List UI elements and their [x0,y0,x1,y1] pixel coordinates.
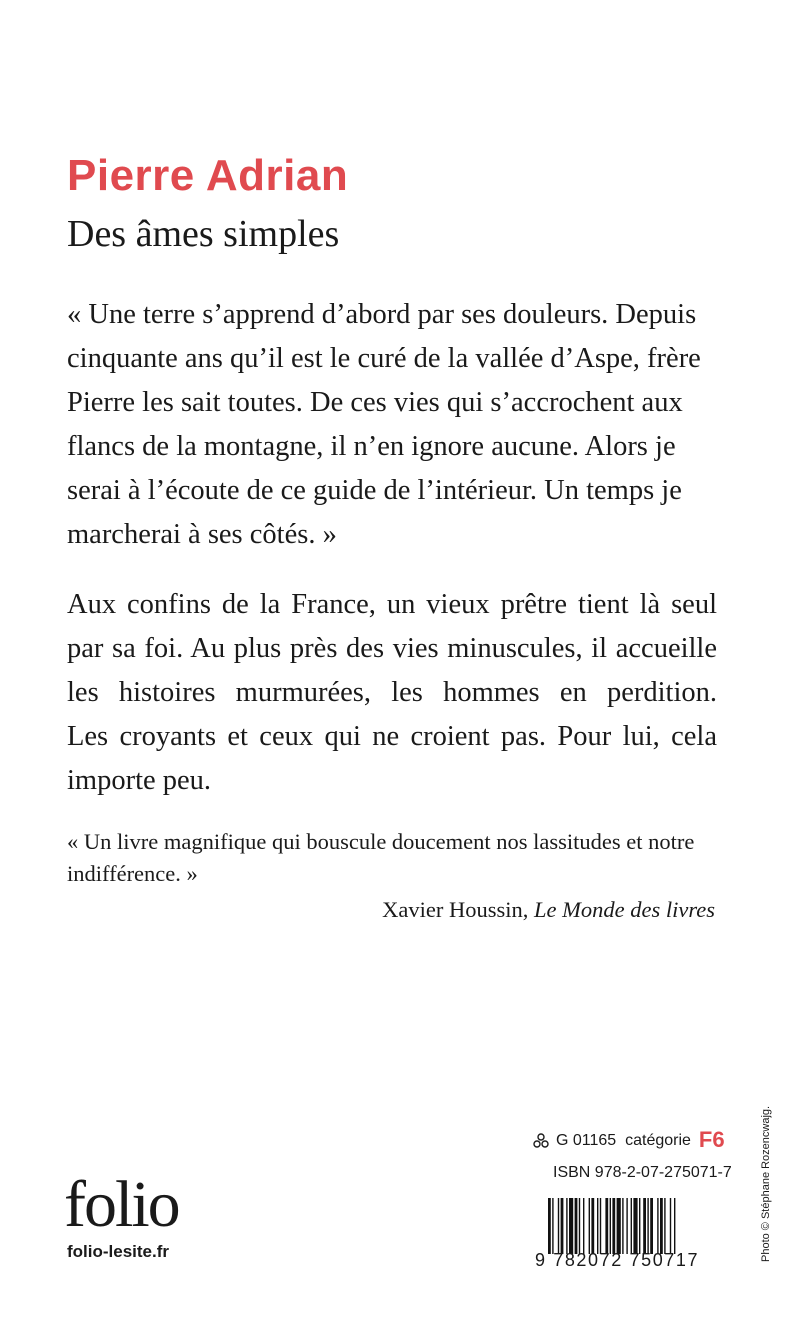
barcode-bar [660,1198,663,1254]
review-line: « Un livre magnifique qui bouscule doucement nos lassitudes et notre [67,829,695,854]
barcode-bar [583,1198,584,1254]
category-code: F6 [698,1127,725,1152]
barcode-bar [605,1198,608,1254]
gallimard-mark-icon [532,1133,550,1149]
barcode-bar [566,1198,567,1254]
summary-line: par sa foi. Au plus près des vies minuscules, il accueille [67,633,717,664]
barcode-bar [622,1198,623,1254]
barcode-bar [597,1198,598,1254]
publisher-website: folio-lesite.fr [67,1242,170,1261]
barcode-bar [561,1198,564,1254]
barcode-bar [589,1198,590,1254]
quote-paragraph [67,293,717,557]
barcode-bar [558,1198,559,1254]
photo-credit: Photo © Stéphane Rozencwajg. [760,1105,772,1262]
barcode-digits: 9 782072 750717 [535,1250,700,1270]
barcode-bar [631,1198,632,1254]
barcode-bar [643,1198,646,1254]
barcode-bar [569,1198,573,1254]
quote-line: marcherai à ses côtés. » [67,519,337,550]
barcode-bar [647,1198,648,1254]
barcode-bar [579,1198,580,1254]
barcode-bar [664,1198,665,1254]
barcode-bar [650,1198,653,1254]
barcode-bar [674,1198,675,1254]
quote-line: flancs de la montagne, il n’en ignore aucune. Alors je [67,431,676,462]
summary-line: les histoires murmurées, les hommes en perdition. [67,677,717,708]
catalog-line [532,1127,725,1152]
summary-line: Les croyants et ceux qui ne croient pas. Pour lui, cela [67,721,717,752]
barcode-bar [617,1198,621,1254]
barcode-bar [552,1198,553,1254]
barcode-bar [575,1198,578,1254]
catalog-code: G 01165 [556,1132,617,1149]
press-review [67,826,722,890]
book-title: Des âmes simples [67,213,340,255]
review-line: indifférence. » [67,861,198,886]
barcode-bar [657,1198,658,1254]
barcode-bar [639,1198,640,1254]
quote-line: serai à l’écoute de ce guide de l’intérieur. Un temps je [67,475,682,506]
barcode-bar [612,1198,615,1254]
quote-line: Pierre les sait toutes. De ces vies qui s’accrochent aux [67,387,683,418]
barcode-bar [610,1198,611,1254]
author-name: Pierre Adrian [67,151,349,200]
review-source [382,894,715,926]
barcode-bar [591,1198,594,1254]
summary-line: importe peu. [67,765,212,796]
barcode [548,1198,720,1254]
summary-paragraph [67,583,717,803]
quote-line: « Une terre s’apprend d’abord par ses douleurs. Depuis [67,299,697,330]
barcode-bar [600,1198,601,1254]
barcode-bar [626,1198,627,1254]
barcode-bar [548,1198,551,1254]
category-label: catégorie [625,1132,691,1149]
barcode-bar [633,1198,637,1254]
review-critic: Xavier Houssin, [382,897,529,922]
quote-line: cinquante ans qu’il est le curé de la vallée d’Aspe, frère [67,343,701,374]
isbn: ISBN 978-2-07-275071-7 [553,1164,732,1181]
barcode-bar [670,1198,671,1254]
folio-logo: folio [64,1168,179,1241]
summary-line: Aux confins de la France, un vieux prêtre tient là seul [67,589,717,620]
review-publication: Le Monde des livres [534,897,715,922]
